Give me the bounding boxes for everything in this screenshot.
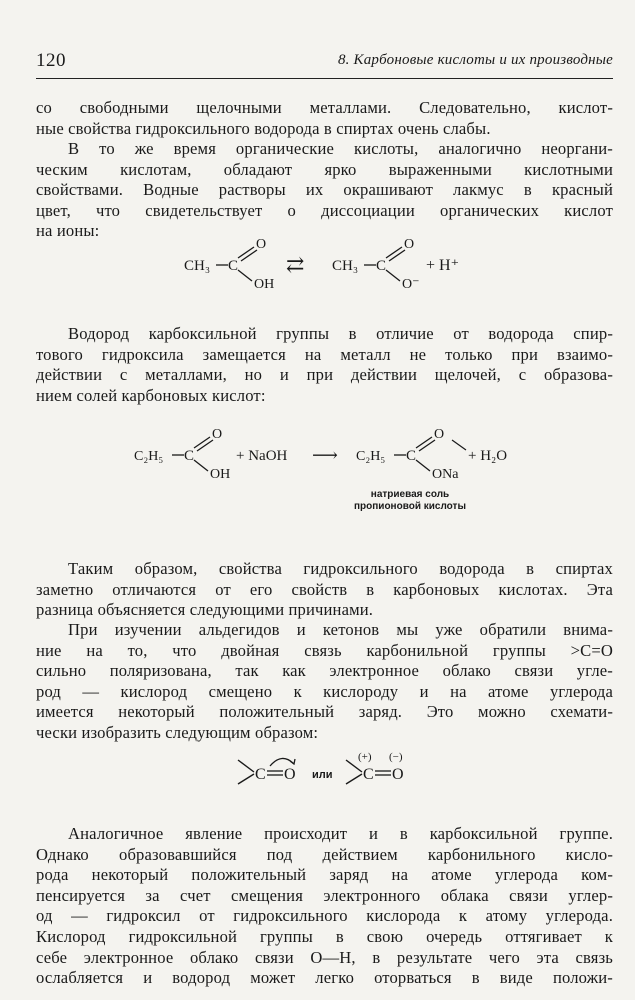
double-bond-line — [416, 437, 432, 448]
text-line: свойствами. Водные растворы их окрашивают лакмус в красный — [36, 180, 613, 200]
oxygen-2: O — [392, 766, 404, 783]
text-line: од — гидроксил от гидроксильного кислорода к атому углерода. — [36, 906, 613, 926]
text-line: Таким образом, свойства гидроксильного водорода в спиртах — [68, 559, 613, 578]
double-bond-line — [419, 440, 435, 451]
text-line: тового гидроксила замещается на металл не только при взаимо- — [36, 344, 613, 364]
double-bond-line — [197, 440, 213, 451]
oxygen-1: O — [284, 766, 296, 783]
ethyl-group-left: C₂H₅ — [134, 449, 164, 464]
partial-positive-charge: (+) — [358, 751, 372, 763]
bond-line — [346, 774, 362, 784]
text-line: Кислород гидроксильной группы в свою очередь оттягивает к — [36, 926, 613, 946]
single-bond-line — [194, 460, 208, 471]
equation-acetic-acid-dissociation — [170, 232, 490, 294]
partial-negative-charge: (−) — [389, 751, 403, 763]
text-line: чески изобразить следующим образом: — [36, 722, 319, 742]
equilibrium-arrow: ⇄ — [286, 252, 305, 277]
page-header — [36, 50, 613, 74]
electron-shift-arrowhead — [290, 759, 295, 764]
proton-product: + H⁺ — [426, 257, 460, 274]
equation-propionic-acid-neutralization — [130, 420, 530, 486]
text-line: себе электронное облако связи O—H, в результате чего эта связь — [36, 947, 613, 967]
paragraph-3 — [36, 324, 613, 406]
text-line: В то же время органические кислоты, аналогично неоргани- — [68, 139, 613, 158]
ethyl-group-right: C₂H₅ — [356, 449, 386, 464]
text-line: род — кислород смещено к кислороду и на атоме углерода — [36, 681, 613, 701]
text-line: цвет, что свидетельствует о диссоциации органических кислот — [36, 200, 613, 220]
oxygen-double-left: O — [256, 237, 267, 252]
equation-carbonyl-polarization — [232, 748, 422, 790]
paragraph-4 — [36, 559, 613, 621]
text-line: ние на то, что двойная связь карбонильной группы >C=O — [36, 640, 613, 660]
ch3-group-left: CH₃ — [184, 258, 211, 274]
reaction-arrow: ⟶ — [312, 445, 338, 465]
text-line: на ионы: — [36, 221, 100, 241]
carbon-1: C — [255, 766, 266, 783]
text-line: Однако образовавшийся под действием карбонильного кисло- — [36, 844, 613, 864]
single-bond-line — [386, 270, 400, 281]
double-bond-line — [389, 250, 405, 261]
paragraph-6 — [36, 824, 613, 989]
double-bond-line — [241, 250, 257, 261]
carbon-left: C — [184, 448, 195, 464]
double-bond-line — [238, 247, 254, 258]
text-line: заметно отличаются от его свойств в карбоновых кислотах. Эта — [36, 579, 613, 599]
hydroxyl-left: OH — [210, 467, 231, 482]
text-line: ослабляется и водород может легко оторваться в виде положи- — [36, 968, 613, 988]
stray-mark — [452, 440, 466, 450]
bond-line — [238, 774, 254, 784]
sodium-propionate-caption: натриевая соль пропионовой кислоты — [354, 489, 466, 512]
paragraph-5 — [36, 620, 613, 744]
single-bond-line — [238, 270, 252, 281]
carbon-left: C — [228, 258, 239, 274]
text-line: имеется некоторый положительный заряд. Это можно схемати- — [36, 702, 613, 722]
text-line: ные свойства гидроксильного водорода в спиртах очень слабы. — [36, 118, 491, 138]
carbon-right: C — [406, 448, 417, 464]
ch3-group-right: CH₃ — [332, 258, 359, 274]
paragraph-2 — [36, 139, 613, 242]
carbon-right: C — [376, 258, 387, 274]
text-line: Аналогичное явление происходит и в карбоксильной группе. — [68, 824, 613, 843]
double-bond-line — [386, 247, 402, 258]
single-bond-line — [416, 460, 430, 471]
header-rule — [36, 78, 613, 79]
oxygen-double-left: O — [212, 427, 223, 442]
paragraph-1 — [36, 98, 613, 139]
text-line: со свободными щелочными металлами. Следовательно, кислот- — [36, 98, 613, 117]
oxygen-anion: O⁻ — [402, 277, 420, 292]
electron-shift-arrow — [270, 758, 294, 766]
text-line: нием солей карбоновых кислот: — [36, 385, 266, 405]
text-line: сильно поляризована, так как электронное облако связи угле- — [36, 661, 613, 681]
text-line: пенсируется за счет смещения электронного облака связи углер- — [36, 885, 613, 905]
text-line: ческим кислотам, обладают ярко выраженными кислотными — [36, 159, 613, 179]
hydroxyl-left: OH — [254, 277, 275, 292]
double-bond-line — [194, 437, 210, 448]
carbon-2: C — [363, 766, 374, 783]
text-line: рода некоторый положительный заряд на атоме углерода ком- — [36, 865, 613, 885]
running-head: 8. Карбоновые кислоты и их производные — [337, 52, 613, 68]
text-line: действии с металлами, но и при действии щелочей, с образова- — [36, 365, 613, 385]
oxygen-double-right: O — [404, 237, 415, 252]
text-line: Водород карбоксильной группы в отличие от водорода спир- — [68, 324, 613, 343]
naoh-reagent: + NaOH — [236, 448, 288, 464]
text-line: При изучении альдегидов и кетонов мы уже обратили внима- — [68, 620, 613, 639]
oxygen-double-right: O — [434, 427, 445, 442]
word-or: или — [312, 769, 333, 781]
text-line: разница объясняется следующими причинами. — [36, 600, 374, 620]
bond-line — [238, 760, 254, 772]
page-number: 120 — [36, 50, 66, 71]
sodium-carboxylate: ONa — [432, 467, 459, 482]
water-product: + H₂O — [468, 448, 508, 464]
